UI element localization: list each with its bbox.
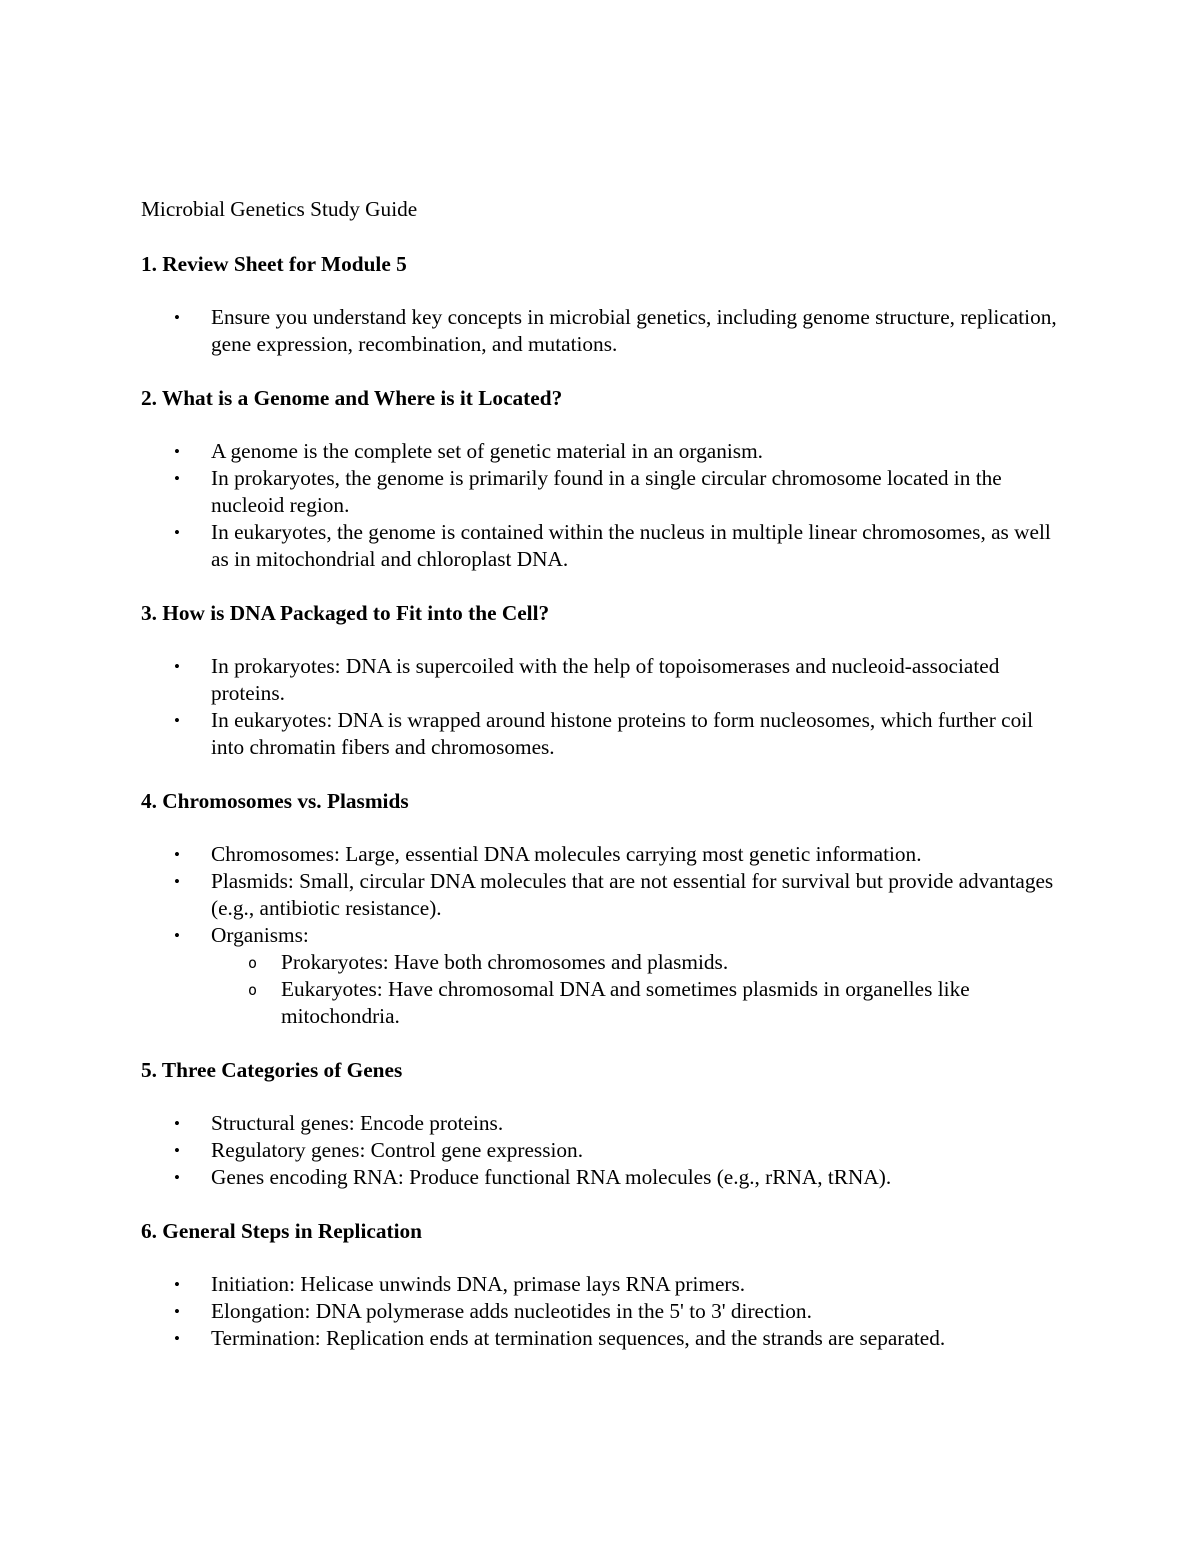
section-heading-dna-packaging: 3. How is DNA Packaged to Fit into the Cell? bbox=[141, 601, 550, 625]
sub-list-item bbox=[211, 976, 1071, 1030]
list-item-text: Organisms: bbox=[211, 923, 309, 947]
bullet-icon: • bbox=[174, 469, 180, 488]
list-item bbox=[141, 438, 1071, 465]
section-list-gene-categories bbox=[141, 1110, 1071, 1191]
section-heading-review-sheet: 1. Review Sheet for Module 5 bbox=[141, 252, 407, 276]
list-item-text: Regulatory genes: Control gene expression. bbox=[211, 1138, 584, 1162]
bullet-icon: • bbox=[174, 308, 180, 327]
list-item bbox=[141, 519, 1071, 573]
list-item bbox=[141, 841, 1071, 868]
sub-list-item-text: Prokaryotes: Have both chromosomes and plasmids. bbox=[281, 950, 729, 974]
bullet-icon: • bbox=[174, 711, 180, 730]
list-item bbox=[141, 304, 1071, 358]
list-item-text: A genome is the complete set of genetic material in an organism. bbox=[211, 439, 763, 463]
document-page bbox=[141, 196, 1071, 1379]
list-item-text: In eukaryotes, the genome is contained within the nucleus in multiple linear chromosomes, as well as in mitochondrial and chloroplast DNA. bbox=[211, 520, 1051, 571]
document-title: Microbial Genetics Study Guide bbox=[141, 197, 418, 221]
list-item bbox=[141, 707, 1071, 761]
sub-list-item bbox=[211, 949, 1071, 976]
bullet-icon: • bbox=[174, 926, 180, 945]
bullet-icon: • bbox=[174, 657, 180, 676]
bullet-icon: • bbox=[174, 1114, 180, 1133]
list-item-text: Chromosomes: Large, essential DNA molecules carrying most genetic information. bbox=[211, 842, 922, 866]
list-item bbox=[141, 922, 1071, 1030]
list-item bbox=[141, 653, 1071, 707]
section-heading-gene-categories: 5. Three Categories of Genes bbox=[141, 1058, 403, 1082]
sub-list-organisms bbox=[211, 949, 1071, 1030]
sub-list-item-text: Eukaryotes: Have chromosomal DNA and sometimes plasmids in organelles like mitochondria. bbox=[281, 977, 970, 1028]
bullet-icon: • bbox=[174, 442, 180, 461]
section-heading-genome-location: 2. What is a Genome and Where is it Located? bbox=[141, 386, 563, 410]
bullet-icon: • bbox=[174, 1141, 180, 1160]
sub-bullet-icon: o bbox=[248, 981, 258, 999]
bullet-icon: • bbox=[174, 1168, 180, 1187]
list-item-text: Termination: Replication ends at termination sequences, and the strands are separated. bbox=[211, 1326, 946, 1350]
section-heading-replication-steps: 6. General Steps in Replication bbox=[141, 1219, 422, 1243]
list-item-text: Initiation: Helicase unwinds DNA, primase lays RNA primers. bbox=[211, 1272, 746, 1296]
list-item-text: Genes encoding RNA: Produce functional RNA molecules (e.g., rRNA, tRNA). bbox=[211, 1165, 892, 1189]
list-item-text: Plasmids: Small, circular DNA molecules that are not essential for survival but provide advantages (e.g., antibiotic resistance). bbox=[211, 869, 1054, 920]
bullet-icon: • bbox=[174, 872, 180, 891]
section-heading-chromosomes-plasmids: 4. Chromosomes vs. Plasmids bbox=[141, 789, 409, 813]
list-item bbox=[141, 465, 1071, 519]
list-item-text: In prokaryotes: DNA is supercoiled with the help of topoisomerases and nucleoid-associated proteins. bbox=[211, 654, 1000, 705]
bullet-icon: • bbox=[174, 845, 180, 864]
list-item bbox=[141, 1137, 1071, 1164]
list-item-text: In prokaryotes, the genome is primarily found in a single circular chromosome located in the nucleoid region. bbox=[211, 466, 1002, 517]
list-item bbox=[141, 1271, 1071, 1298]
list-item-text: Structural genes: Encode proteins. bbox=[211, 1111, 504, 1135]
list-item bbox=[141, 868, 1071, 922]
bullet-icon: • bbox=[174, 523, 180, 542]
list-item-text: Elongation: DNA polymerase adds nucleotides in the 5' to 3' direction. bbox=[211, 1299, 812, 1323]
list-item bbox=[141, 1164, 1071, 1191]
section-list-genome-location bbox=[141, 438, 1071, 573]
list-item-text: Ensure you understand key concepts in microbial genetics, including genome structure, replication, gene expression, recombination, and mutations. bbox=[211, 305, 1057, 356]
section-list-replication-steps bbox=[141, 1271, 1071, 1352]
section-list-dna-packaging bbox=[141, 653, 1071, 761]
list-item-text: In eukaryotes: DNA is wrapped around histone proteins to form nucleosomes, which further coil into chromatin fibers and chromosomes. bbox=[211, 708, 1034, 759]
bullet-icon: • bbox=[174, 1275, 180, 1294]
sub-bullet-icon: o bbox=[248, 954, 258, 972]
bullet-icon: • bbox=[174, 1329, 180, 1348]
bullet-icon: • bbox=[174, 1302, 180, 1321]
list-item bbox=[141, 1110, 1071, 1137]
section-list-review-sheet bbox=[141, 304, 1071, 358]
list-item bbox=[141, 1325, 1071, 1352]
section-list-chromosomes-plasmids bbox=[141, 841, 1071, 1030]
list-item bbox=[141, 1298, 1071, 1325]
